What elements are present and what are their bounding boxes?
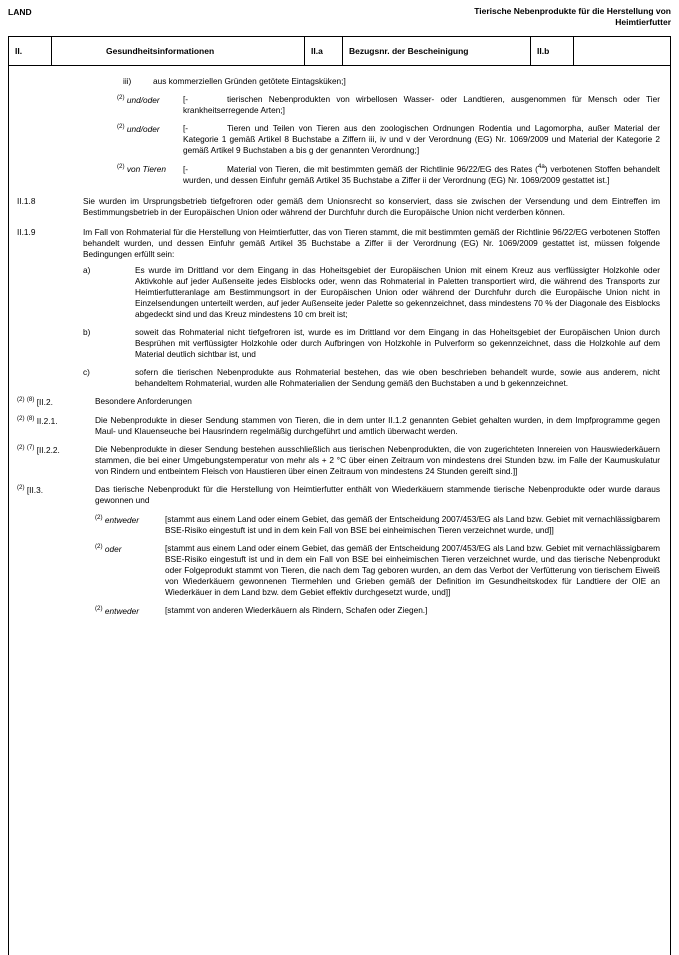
clause-ii-1-9-a xyxy=(83,265,660,320)
ref-code-cell: II.a xyxy=(305,37,343,66)
clause-option-1-text: tierischen Nebenprodukten von wirbellosen Wasser- oder Landtieren, ausgenommen für Mensch oder Tier krankheitserregende Arten;] xyxy=(183,94,660,116)
clause-option-1-body xyxy=(183,94,660,116)
clause-ii-2-marker xyxy=(15,396,95,408)
clause-ii-1-9-b xyxy=(83,327,660,360)
footnote-ref: (2) xyxy=(95,513,103,521)
clause-ii-1-8-marker: II.1.8 xyxy=(17,196,36,207)
header-title-line1: Tierische Nebenprodukte für die Herstellung von xyxy=(474,6,671,16)
clause-ii-3-option-b-label: oder xyxy=(104,543,122,554)
clause-option-3-bracket: [- xyxy=(183,163,189,174)
clause-iii-marker: iii) xyxy=(123,76,132,86)
ref-value-cell xyxy=(574,37,671,66)
clause-ii-2-text: Besondere Anforderungen xyxy=(95,396,192,407)
clause-ii-1-8 xyxy=(15,196,660,218)
footnote-ref: (2) xyxy=(117,163,125,171)
clause-option-1-label: und/oder xyxy=(126,94,160,105)
ref-label-cell: Bezugsnr. der Bescheinigung xyxy=(343,37,531,66)
clause-iii xyxy=(123,76,660,87)
clause-ii-2-1-label: II.2.1. xyxy=(36,416,58,427)
footnote-ref: (8) xyxy=(26,396,35,404)
clause-ii-3-option-b-marker xyxy=(95,543,165,555)
clause-option-3 xyxy=(15,163,660,186)
document-body xyxy=(8,66,671,955)
clause-option-2-body xyxy=(183,123,660,156)
clause-ii-2 xyxy=(15,396,660,408)
clause-ii-3-option-a-marker xyxy=(95,514,165,526)
footnote-ref: (2) xyxy=(17,396,25,404)
section-title-cell xyxy=(52,37,305,66)
clause-option-2-marker xyxy=(115,123,183,135)
clause-ii-3-text: Das tierische Nebenprodukt für die Herstellung von Heimtierfutter enthält von Wiederkäuern stammende tierische Nebenprodukte oder wurde daraus gewonnen und xyxy=(95,484,660,506)
clause-ii-3 xyxy=(15,484,660,506)
footnote-ref: (2) xyxy=(17,484,25,492)
clause-ii-3-option-b xyxy=(95,543,660,598)
clause-ii-2-2-marker xyxy=(15,444,95,456)
clause-ii-3-option-c-label: entweder xyxy=(104,605,140,616)
clause-iii-text: aus kommerziellen Gründen getötete Eintagsküken;] xyxy=(153,76,346,86)
section-title-bar xyxy=(8,36,671,66)
clause-ii-2-1-text: Die Nebenprodukte in dieser Sendung stammen von Tieren, die in dem unter II.1.2 genannten Gebiet gehalten wurden, in dem Impfprogramme gegen Maul- und Klauenseuche bei Hausrindern regelmäßig durchgeführt und amtlich überwacht werden. xyxy=(95,415,660,437)
clause-ii-2-2-text: Die Nebenprodukte in dieser Sendung bestehen ausschließlich aus tierischen Nebenprodukten, die von zugerichteten Innereien von Hauswiederkäuern stammen, die bei einer Umgebungstemperatur von mehr als + 2 °C über einen Zeitraum von mindestens drei Stunden bzw. im Falle der Kaumuskulatur von Rindern und entbeintem Fleisch von Haustieren über einen Zeitraum von mindestens 24 Stunden gereift sind.]] xyxy=(95,444,660,477)
clause-option-1 xyxy=(15,94,660,116)
clause-ii-1-9-marker: II.1.9 xyxy=(17,227,36,238)
clause-option-3-marker xyxy=(115,163,183,175)
clause-ii-1-9 xyxy=(15,227,660,260)
clause-option-3-label: von Tieren xyxy=(126,163,167,174)
footnote-ref: 4a xyxy=(537,163,545,171)
clause-ii-3-option-c xyxy=(95,605,660,617)
clause-ii-2-1-marker xyxy=(15,415,95,427)
clause-ii-1-9-c-text: sofern die tierischen Nebenprodukte aus Rohmaterial bestehen, das wie oben beschrieben behandelt wurde, sowie aus anderem, nicht behandeltem Rohmaterial, wurden alle Rohmaterialien der Sendung gemäß den Buchstaben a und b gekennzeichnet. xyxy=(135,367,660,389)
clause-ii-3-option-b-text: [stammt aus einem Land oder einem Gebiet, das gemäß der Entscheidung 2007/453/EG als Land bzw. Gebiet mit vernachlässigbarem BSE-Risiko eingestuft ist und in dem ein Fall von BSE bei einheimischen Tieren verzeichnet wurde, und das tierische Nebenprodukt oder Folgeprodukt stammt von Tieren, die nach dem Tag geboren wurden, an dem das Verbot der Verfütterung von tierischem Eiweiß von Wiederkäuern gewonnenen Tiermehlen und Grieben gemäß der Definition im Gesundheitskodex für Landtiere der OIE an Wiederkäuer in dem Land bzw. dem Gebiet effektiv durchgesetzt wurde, und]] xyxy=(165,542,660,597)
footnote-ref: (2) xyxy=(17,444,25,452)
clause-ii-3-option-c-text: [stammt von anderen Wiederkäuern als Rindern, Schafen oder Ziegen.] xyxy=(165,604,428,615)
clause-option-1-marker xyxy=(115,94,183,106)
footnote-ref: (2) xyxy=(117,123,125,131)
clause-option-2-label: und/oder xyxy=(126,123,160,134)
clause-ii-1-9-text: Im Fall von Rohmaterial für die Herstellung von Heimtierfutter, das von Tieren stammt, die mit bestimmten gemäß der Richtlinie 96/22/EG verbotenen Stoffen behandelt wurden, und dessen Einfuhr gemäß Artikel 35 Buchstabe a Ziffer ii der Verordnung (EG) Nr. 1069/2009 gestattet ist, müssen folgende Bedingungen erfüllt sein: xyxy=(83,227,660,260)
clause-ii-1-9-b-marker: b) xyxy=(83,327,91,338)
clause-ii-1-8-text: Sie wurden im Ursprungsbetrieb tiefgefroren oder gemäß dem Unionsrecht so konserviert, dass sie zwischen der Versendung und dem Eintreffen im Bestimmungsbetrieb in der Europäischen Union oder während der Durchfuhr durch die Europäische Union nicht verderben können. xyxy=(83,196,660,218)
clause-option-2-text: Tieren und Teilen von Tieren aus den zoologischen Ordnungen Rodentia und Lagomorpha, außer Material der Kategorie 1 gemäß Artikel 8 Buchstabe a Ziffern iii, iv und v der Verordnung (EG) Nr. 1069/2009 und Material der Kategorie 2 gemäß Artikel 9 Buchstaben a bis g der genannten Verordnung;] xyxy=(183,123,660,156)
clause-option-3-text-part2: ) verbotenen Stoffen behandelt wurden, und dessen Einfuhr gemäß Artikel 35 Buchstabe a Ziffer ii der Verordnung (EG) Nr. 1069/2009 gestattet ist.] xyxy=(183,163,660,185)
footnote-ref: (2) xyxy=(95,542,103,550)
clause-option-2 xyxy=(15,123,660,156)
clause-ii-1-9-c-marker: c) xyxy=(83,367,90,378)
section-number-cell: II. xyxy=(9,37,52,66)
clause-option-2-bracket: [- xyxy=(183,123,189,134)
ref-code-b-cell: II.b xyxy=(531,37,574,66)
footnote-ref: (7) xyxy=(26,444,35,452)
clause-ii-2-1 xyxy=(15,415,660,437)
clause-ii-3-label: [II.3. xyxy=(26,485,44,496)
clause-ii-1-9-b-text: soweit das Rohmaterial nicht tiefgefroren ist, wurde es im Drittland vor dem Eingang in das Hoheitsgebiet der Europäischen Union durch Besprühen mit verflüssigter Holzkohle oder durch Aufbringen von Holzkohle in Pulverform so gekennzeichnet, dass die Holzkohle auf dem Material deutlich sichtbar ist, und xyxy=(135,327,660,360)
section-title-text: Gesundheitsinformationen xyxy=(106,46,215,56)
clause-ii-3-option-a-label: entweder xyxy=(104,514,140,525)
clause-ii-1-9-a-marker: a) xyxy=(83,265,91,276)
clause-ii-1-9-a-text: Es wurde im Drittland vor dem Eingang in das Hoheitsgebiet der Europäischen Union mit einem Kreuz aus verflüssigter Holzkohle oder Aktivkohle auf jeder Außenseite jedes Eisblocks oder, wenn das Rohmaterial in Paletten transportiert wird, die während des Transports zur Heimtierfutteranlage am Bestimmungsort in der Europäischen Union oder während der Durchfuhr durch die Europäische Union nicht in Einzelsendungen unterteilt werden, auf jeder Außenseite jeder Palette so gekennzeichnet, dass mindestens 70 % der Diagonale des Eisblocks abgedeckt sind und das Kreuz mindestens 10 cm breit ist; xyxy=(135,265,660,320)
clause-ii-3-option-c-marker xyxy=(95,605,165,617)
clause-ii-1-9-c xyxy=(83,367,660,389)
clause-ii-3-option-a xyxy=(95,514,660,536)
footnote-ref: (8) xyxy=(26,415,35,423)
clause-ii-3-marker xyxy=(15,484,95,496)
clause-ii-3-option-a-text: [stammt aus einem Land oder einem Gebiet, das gemäß der Entscheidung 2007/453/EG als Land bzw. Gebiet mit vernachlässigbarem BSE-Risiko eingestuft ist und in dem kein Fall von BSE bei einheimischen Tieren verzeichnet wurde, und]] xyxy=(165,513,660,535)
footnote-ref: (2) xyxy=(117,94,125,102)
clause-option-1-bracket: [- xyxy=(183,94,189,105)
footnote-ref: (2) xyxy=(17,415,25,423)
clause-option-3-text-part1: Material von Tieren, die mit bestimmten gemäß der Richtlinie 96/22/EG des Rates ( xyxy=(227,163,538,174)
footnote-ref: (2) xyxy=(95,604,103,612)
document-header xyxy=(8,6,671,32)
clause-ii-2-2 xyxy=(15,444,660,477)
clause-option-3-body xyxy=(183,163,660,186)
clause-ii-2-label: [II.2. xyxy=(36,397,53,408)
clause-ii-2-2-label: [II.2.2. xyxy=(36,445,60,456)
table-row xyxy=(9,37,671,66)
header-title-line2: Heimtierfutter xyxy=(615,16,671,27)
header-country-label: LAND xyxy=(8,7,32,17)
header-title xyxy=(474,6,671,27)
